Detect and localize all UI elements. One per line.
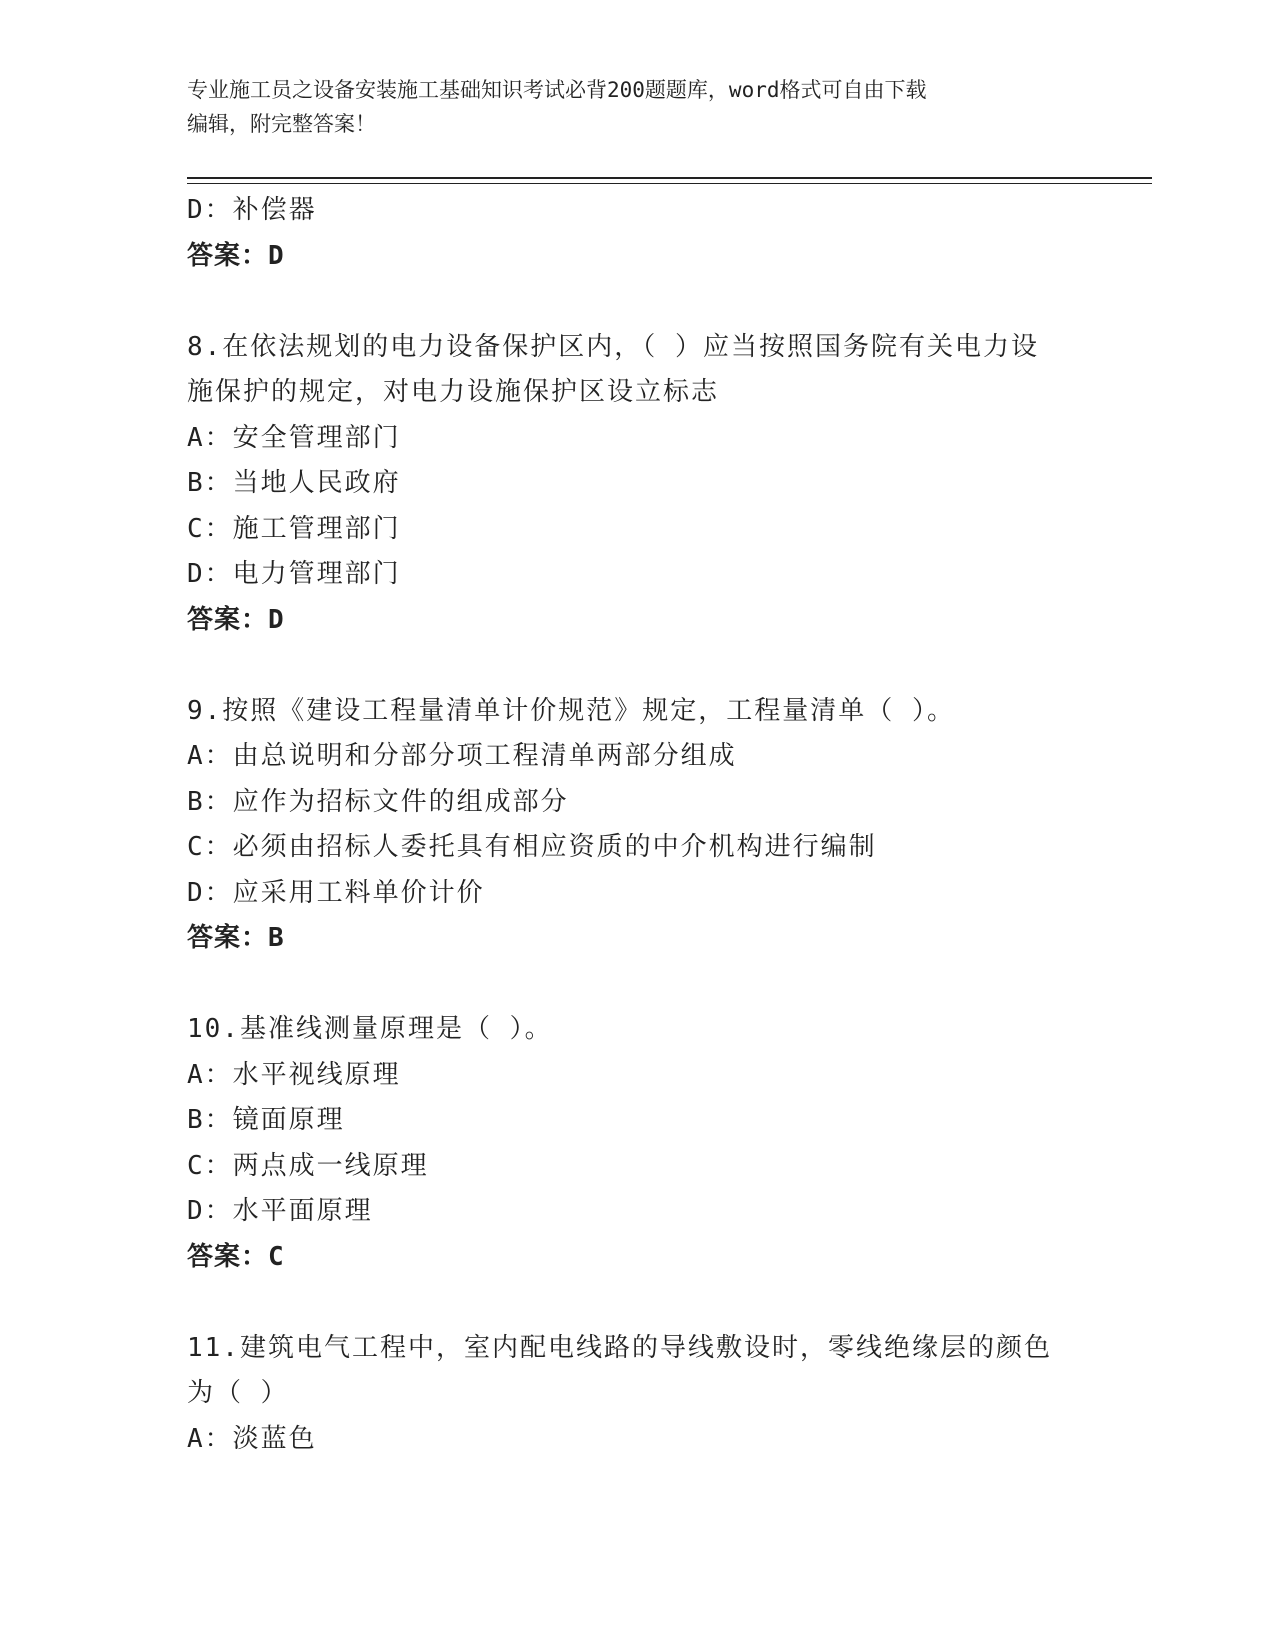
document-header [187, 73, 1087, 141]
question-11 [187, 1326, 1087, 1463]
spacer [187, 962, 1087, 1008]
answer: 答案：B [187, 923, 285, 953]
question-10 [187, 1007, 1087, 1280]
spacer [187, 1280, 1087, 1326]
spacer [187, 643, 1087, 689]
question-stem: 11.建筑电气工程中，室内配电线路的导线敷设时，零线绝缘层的颜色 [187, 1332, 1052, 1363]
question-content [187, 188, 1087, 1462]
question-stem: 施保护的规定，对电力设施保护区设立标志 [187, 377, 720, 407]
option-c: C：施工管理部门 [187, 513, 401, 544]
question-stem: 9.按照《建设工程量清单计价规范》规定，工程量清单（ ）。 [187, 695, 955, 726]
answer: 答案：D [187, 240, 285, 271]
option-d: D：电力管理部门 [187, 559, 401, 589]
option-b: B：应作为招标文件的组成部分 [187, 786, 569, 817]
option-a: A：由总说明和分部分项工程清单两部分组成 [187, 741, 737, 771]
header-rule-thin [187, 183, 1152, 184]
option-b: B：当地人民政府 [187, 468, 401, 498]
header-line-2: 编辑，附完整答案！ [187, 112, 376, 136]
header-rule-thick [187, 177, 1152, 179]
option-d: D：补偿器 [187, 195, 317, 225]
option-c: C：两点成一线原理 [187, 1150, 429, 1181]
spacer [187, 279, 1087, 325]
answer: 答案：C [187, 1241, 285, 1272]
question-9 [187, 689, 1087, 962]
answer: 答案：D [187, 604, 285, 635]
question-stem: 为（ ） [187, 1378, 289, 1408]
option-d: D：应采用工料单价计价 [187, 877, 485, 908]
question-8 [187, 325, 1087, 644]
option-c: C：必须由招标人委托具有相应资质的中介机构进行编制 [187, 832, 877, 862]
option-a: A：安全管理部门 [187, 422, 401, 453]
header-line-1: 专业施工员之设备安装施工基础知识考试必背200题题库，word格式可自由下载 [187, 78, 927, 102]
option-b: B：镜面原理 [187, 1105, 345, 1135]
option-a: A：淡蓝色 [187, 1423, 317, 1454]
question-stem: 10.基准线测量原理是（ ）。 [187, 1014, 553, 1044]
question-stem: 8.在依法规划的电力设备保护区内，（ ）应当按照国务院有关电力设 [187, 331, 1039, 362]
option-a: A：水平视线原理 [187, 1059, 401, 1090]
option-d: D：水平面原理 [187, 1196, 373, 1226]
